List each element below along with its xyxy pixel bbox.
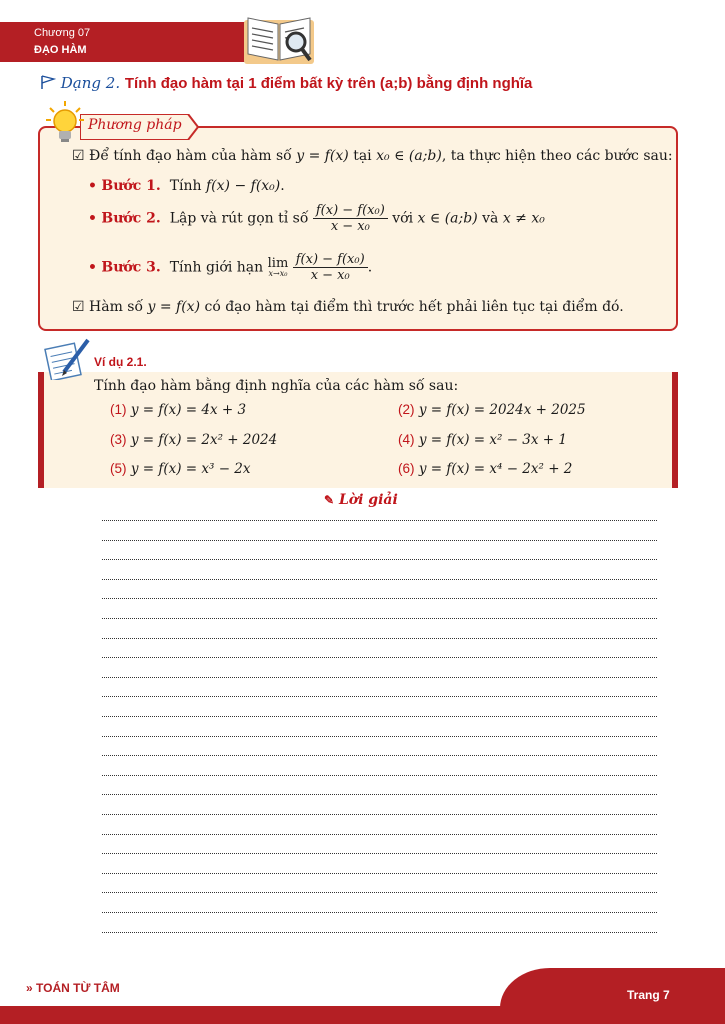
- flag-icon: [40, 75, 56, 89]
- exercise-item: (5) y = f(x) = x³ − 2x: [110, 461, 251, 477]
- answer-line: [102, 559, 657, 560]
- footer-brand: » TOÁN TỪ TÂM: [26, 981, 120, 995]
- exercise-item: (1) y = f(x) = 4x + 3: [110, 402, 247, 418]
- exercise-item: (2) y = f(x) = 2024x + 2025: [398, 402, 586, 418]
- page-number: Trang 7: [627, 988, 670, 1002]
- exercise-item: (6) y = f(x) = x⁴ − 2x² + 2: [398, 461, 573, 477]
- method-note: ☑ Hàm số y = f(x) có đạo hàm tại điểm thì trước hết phải liên tục tại điểm đó.: [72, 299, 624, 315]
- example-right-border: [672, 372, 678, 488]
- footer-bar: [0, 1006, 725, 1024]
- answer-line: [102, 618, 657, 619]
- open-book-magnifier-icon: [238, 6, 320, 68]
- answer-line: [102, 814, 657, 815]
- section-title: Tính đạo hàm tại 1 điểm bất kỳ trên (a;b) bằng định nghĩa: [124, 75, 533, 92]
- step-2: • Bước 2. Lập và rút gọn tỉ số $\frac{\text{f(x) − f(x₀)}}{\text{x − x₀}}$ với x ∈ (a;b) và x ≠ x₀: [88, 203, 545, 234]
- answer-line: [102, 736, 657, 737]
- footer-accent: [500, 968, 725, 1008]
- lightbulb-icon: [44, 100, 86, 144]
- checkbox-icon: ☑: [72, 299, 85, 315]
- answer-line: [102, 638, 657, 639]
- limit-operator: lim x→x₀: [267, 256, 289, 278]
- example-label: Ví dụ 2.1.: [94, 355, 147, 369]
- answer-line: [102, 912, 657, 913]
- answer-line: [102, 775, 657, 776]
- checkbox-icon: ☑: [72, 148, 85, 164]
- answer-line: [102, 834, 657, 835]
- answer-line: [102, 598, 657, 599]
- example-left-border: [38, 372, 44, 488]
- exercise-item: (3) y = f(x) = 2x² + 2024: [110, 432, 278, 448]
- pencil-icon: ✎: [324, 493, 335, 507]
- answer-line: [102, 677, 657, 678]
- answer-line: [102, 892, 657, 893]
- method-tab-label: Phương pháp: [88, 117, 182, 133]
- limit-fraction: $\frac{\text{f(x) − f(x₀)}}{\text{x − x₀}}$: [293, 252, 368, 283]
- example-prompt: Tính đạo hàm bằng định nghĩa của các hàm số sau:: [94, 378, 459, 394]
- answer-line: [102, 794, 657, 795]
- notepad-pen-icon: [42, 336, 92, 380]
- answer-line: [102, 853, 657, 854]
- answer-line: [102, 932, 657, 933]
- answer-line: [102, 873, 657, 874]
- answer-line: [102, 696, 657, 697]
- step-1: • Bước 1. Tính f(x) − f(x₀).: [88, 178, 285, 194]
- exercise-item: (4) y = f(x) = x² − 3x + 1: [398, 432, 567, 448]
- section-label: Dạng 2.: [60, 74, 121, 92]
- ratio-fraction: $\frac{\text{f(x) − f(x₀)}}{\text{x − x₀}}$: [313, 203, 388, 234]
- answer-line: [102, 657, 657, 658]
- chapter-title: ĐẠO HÀM: [34, 44, 87, 56]
- answer-line: [102, 579, 657, 580]
- step-3: • Bước 3. Tính giới hạn lim x→x₀ $\frac{\text{f(x) − f(x₀)}}{\text{x − x₀}}$ .: [88, 252, 373, 283]
- section-heading: [40, 74, 532, 92]
- chapter-number: Chương 07: [34, 27, 91, 39]
- answer-line: [102, 520, 657, 521]
- solution-label: ✎ Lời giải: [324, 492, 398, 508]
- answer-line: [102, 540, 657, 541]
- answer-line: [102, 716, 657, 717]
- method-intro: ☑ Để tính đạo hàm của hàm số y = f(x) tại x₀ ∈ (a;b), ta thực hiện theo các bước sau:: [72, 148, 673, 164]
- answer-line: [102, 755, 657, 756]
